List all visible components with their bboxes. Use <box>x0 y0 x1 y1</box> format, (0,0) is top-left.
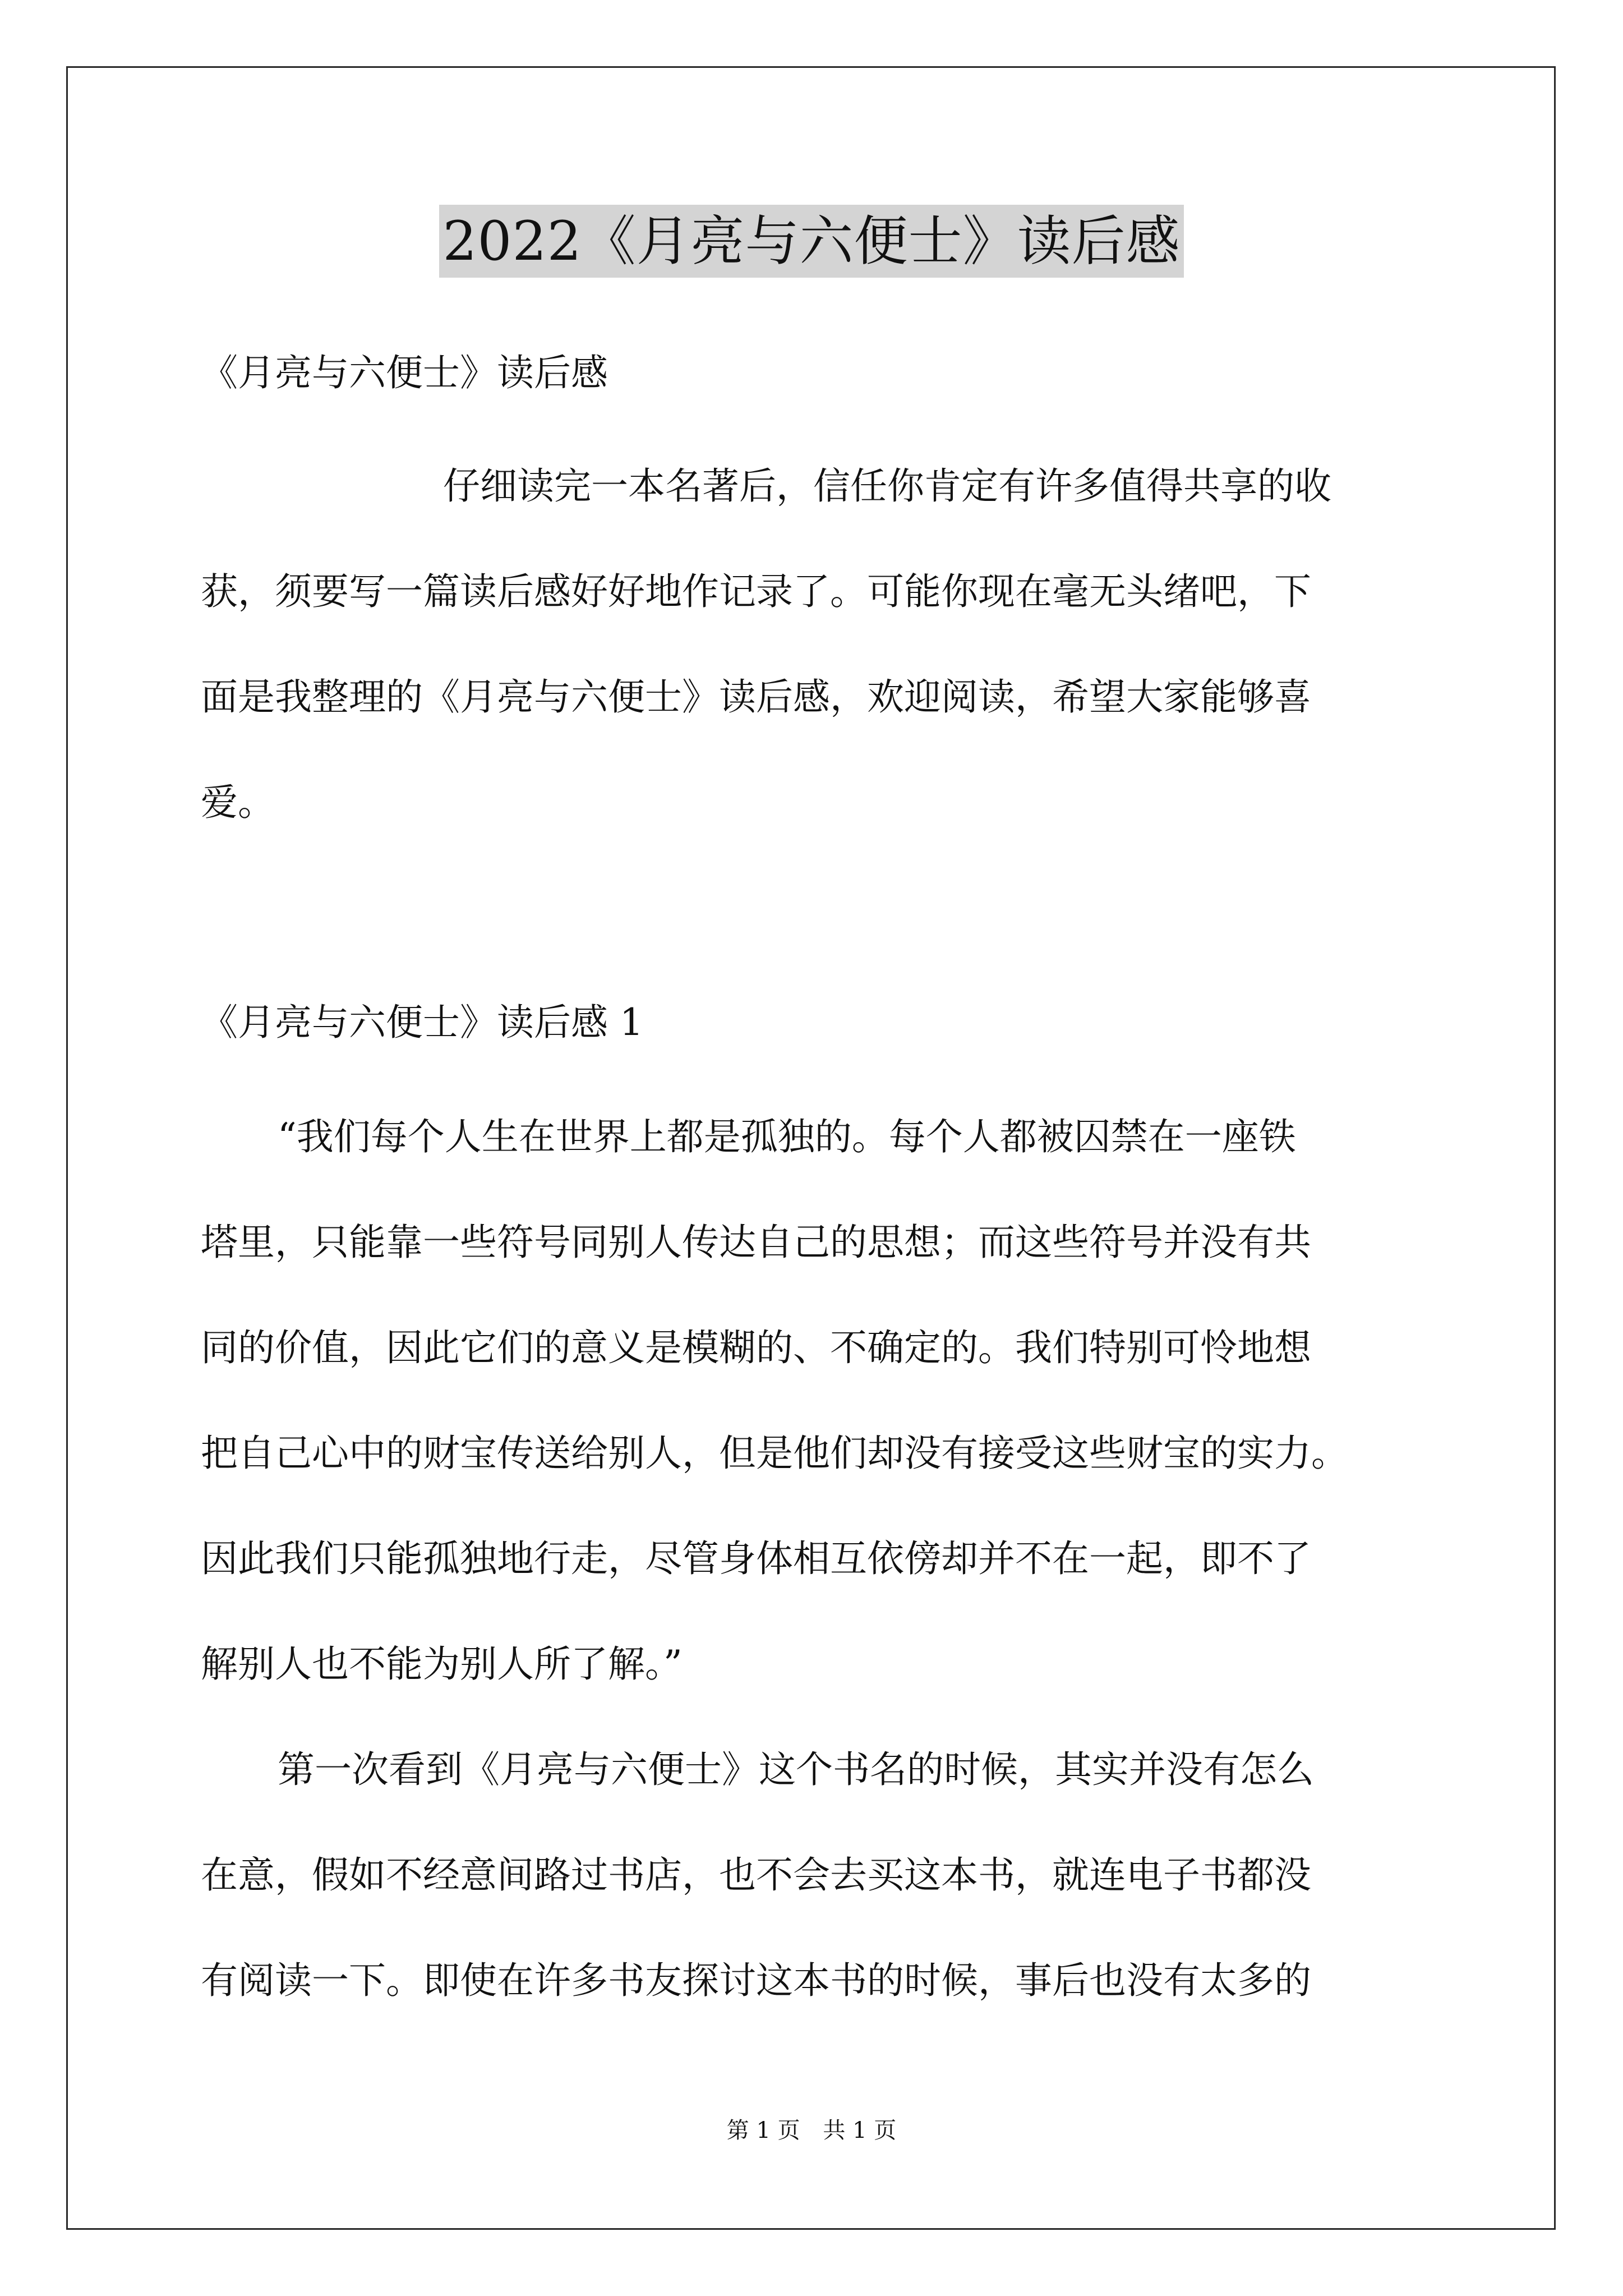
page-number: 第 1 页 <box>726 2118 800 2143</box>
intro-line-1: 仔细读完一本名著后，信任你肯定有许多值得共享的收 <box>443 464 1331 508</box>
intro-line-4: 爱。 <box>201 781 275 824</box>
quote-line-2: 塔里，只能靠一些符号同别人传达自己的思想；而这些符号并没有共 <box>201 1221 1311 1264</box>
section1-heading: 《月亮与六便士》读后感 1 <box>201 1001 643 1044</box>
para2-line-1: 第一次看到《月亮与六便士》这个书名的时候，其实并没有怎么 <box>278 1748 1314 1791</box>
quote-line-1: “我们每个人生在世界上都是孤独的。每个人都被囚禁在一座铁 <box>278 1115 1296 1158</box>
para2-line-3: 有阅读一下。即使在许多书友探讨这本书的时候，事后也没有太多的 <box>201 1959 1311 2002</box>
document-title: 2022《月亮与六便士》读后感 <box>439 205 1183 278</box>
subtitle: 《月亮与六便士》读后感 <box>201 351 608 394</box>
quote-line-5: 因此我们只能孤独地行走，尽管身体相互依傍却并不在一起，即不了 <box>201 1537 1311 1580</box>
intro-line-2: 获，须要写一篇读后感好好地作记录了。可能你现在毫无头绪吧，下 <box>201 570 1311 613</box>
para2-line-2: 在意，假如不经意间路过书店，也不会去买这本书，就连电子书都没 <box>201 1853 1311 1897</box>
title-container <box>0 205 1623 278</box>
intro-line-3: 面是我整理的《月亮与六便士》读后感，欢迎阅读，希望大家能够喜 <box>201 675 1311 719</box>
quote-line-4: 把自己心中的财宝传送给别人，但是他们却没有接受这些财宝的实力。 <box>201 1432 1348 1475</box>
page-footer <box>0 2116 1623 2145</box>
quote-line-3: 同的价值，因此它们的意义是模糊的、不确定的。我们特别可怜地想 <box>201 1326 1311 1369</box>
quote-line-6: 解别人也不能为别人所了解。” <box>201 1642 683 1686</box>
page-total: 共 1 页 <box>823 2118 897 2143</box>
